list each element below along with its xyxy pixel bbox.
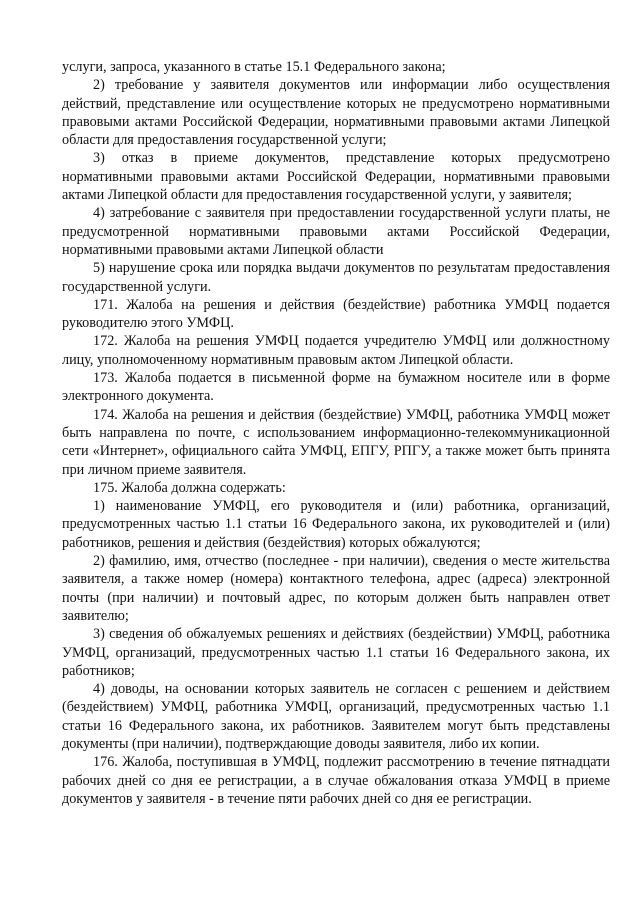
paragraph-172: 172. Жалоба на решения УМФЦ подается учредителю УМФЦ или должностному лицу, уполномоченному нормативным правовым актом Липецкой области. — [62, 333, 610, 368]
paragraph-175-item-3: 3) сведения об обжалуемых решениях и действиях (бездействии) УМФЦ, работника УМФЦ, организаций, предусмотренных частью 1.1 статьи 16 Федерального закона, их работников; — [62, 626, 610, 679]
paragraph-continuation: услуги, запроса, указанного в статье 15.1 Федерального закона; — [62, 59, 446, 75]
paragraph-item-5: 5) нарушение срока или порядка выдачи документов по результатам предоставления государственной услуги. — [62, 260, 610, 295]
paragraph-175-item-2: 2) фамилию, имя, отчество (последнее - при наличии), сведения о месте жительства заявителя, а также номер (номера) контактного телефона, адрес (адреса) электронной почты (при наличии) и почтовый адрес, по которым должен быть направлен ответ заявителю; — [62, 553, 610, 624]
paragraph-item-3: 3) отказ в приеме документов, представление которых предусмотрено нормативными правовыми актами Российской Федерации, нормативными правовыми актами Липецкой области для предоставления государственной услуги, у заявителя; — [62, 150, 610, 204]
paragraph-item-4: 4) затребование с заявителя при предоставлении государственной услуги платы, не предусмотренной нормативными правовыми актами Российской Федерации, нормативными правовыми актами Липецкой области — [62, 205, 610, 258]
paragraph-171: 171. Жалоба на решения и действия (бездействие) работника УМФЦ подается руководителю этого УМФЦ. — [62, 296, 610, 332]
paragraph-175: 175. Жалоба должна содержать: — [93, 479, 286, 496]
paragraph-175-item-4: 4) доводы, на основании которых заявитель не согласен с решением и действием (бездействием) УМФЦ, работника УМФЦ, организаций, предусмотренных частью 1.1 статьи 16 Федерального закона, их работников. Заявителем могут быть представлены документы (при наличии), подтверждающие доводы заявителя, либо их копии. — [62, 681, 610, 752]
paragraph-175-item-1: 1) наименование УМФЦ, его руководителя и (или) работника, организаций, предусмотренных частью 1.1 статьи 16 Федерального закона, их руководителей и (или) работников, решения и действия (бездействия) которых обжалуются; — [62, 498, 610, 551]
paragraph-173: 173. Жалоба подается в письменной форме на бумажном носителе или в форме электронного документа. — [62, 370, 610, 405]
document-body — [62, 58, 610, 808]
paragraph-item-2: 2) требование у заявителя документов или информации либо осуществления действий, представление или осуществление которых не предусмотрено нормативными правовыми актами Российской Федерации, нормативными правовыми актами Липецкой области для предоставления государственной услуги; — [62, 77, 610, 149]
paragraph-174: 174. Жалоба на решения и действия (бездействие) УМФЦ, работника УМФЦ может быть направлена по почте, с использованием информационно-телекоммуникационной сети «Интернет», официального сайта УМФЦ, ЕПГУ, РПГУ, а также может быть принята при личном приеме заявителя. — [62, 406, 610, 478]
paragraph-176: 176. Жалоба, поступившая в УМФЦ, подлежит рассмотрению в течение пятнадцати рабочих дней со дня ее регистрации, а в случае обжалования отказа УМФЦ в приеме документов у заявителя - в течение пяти рабочих дней со дня ее регистрации. — [62, 754, 610, 807]
